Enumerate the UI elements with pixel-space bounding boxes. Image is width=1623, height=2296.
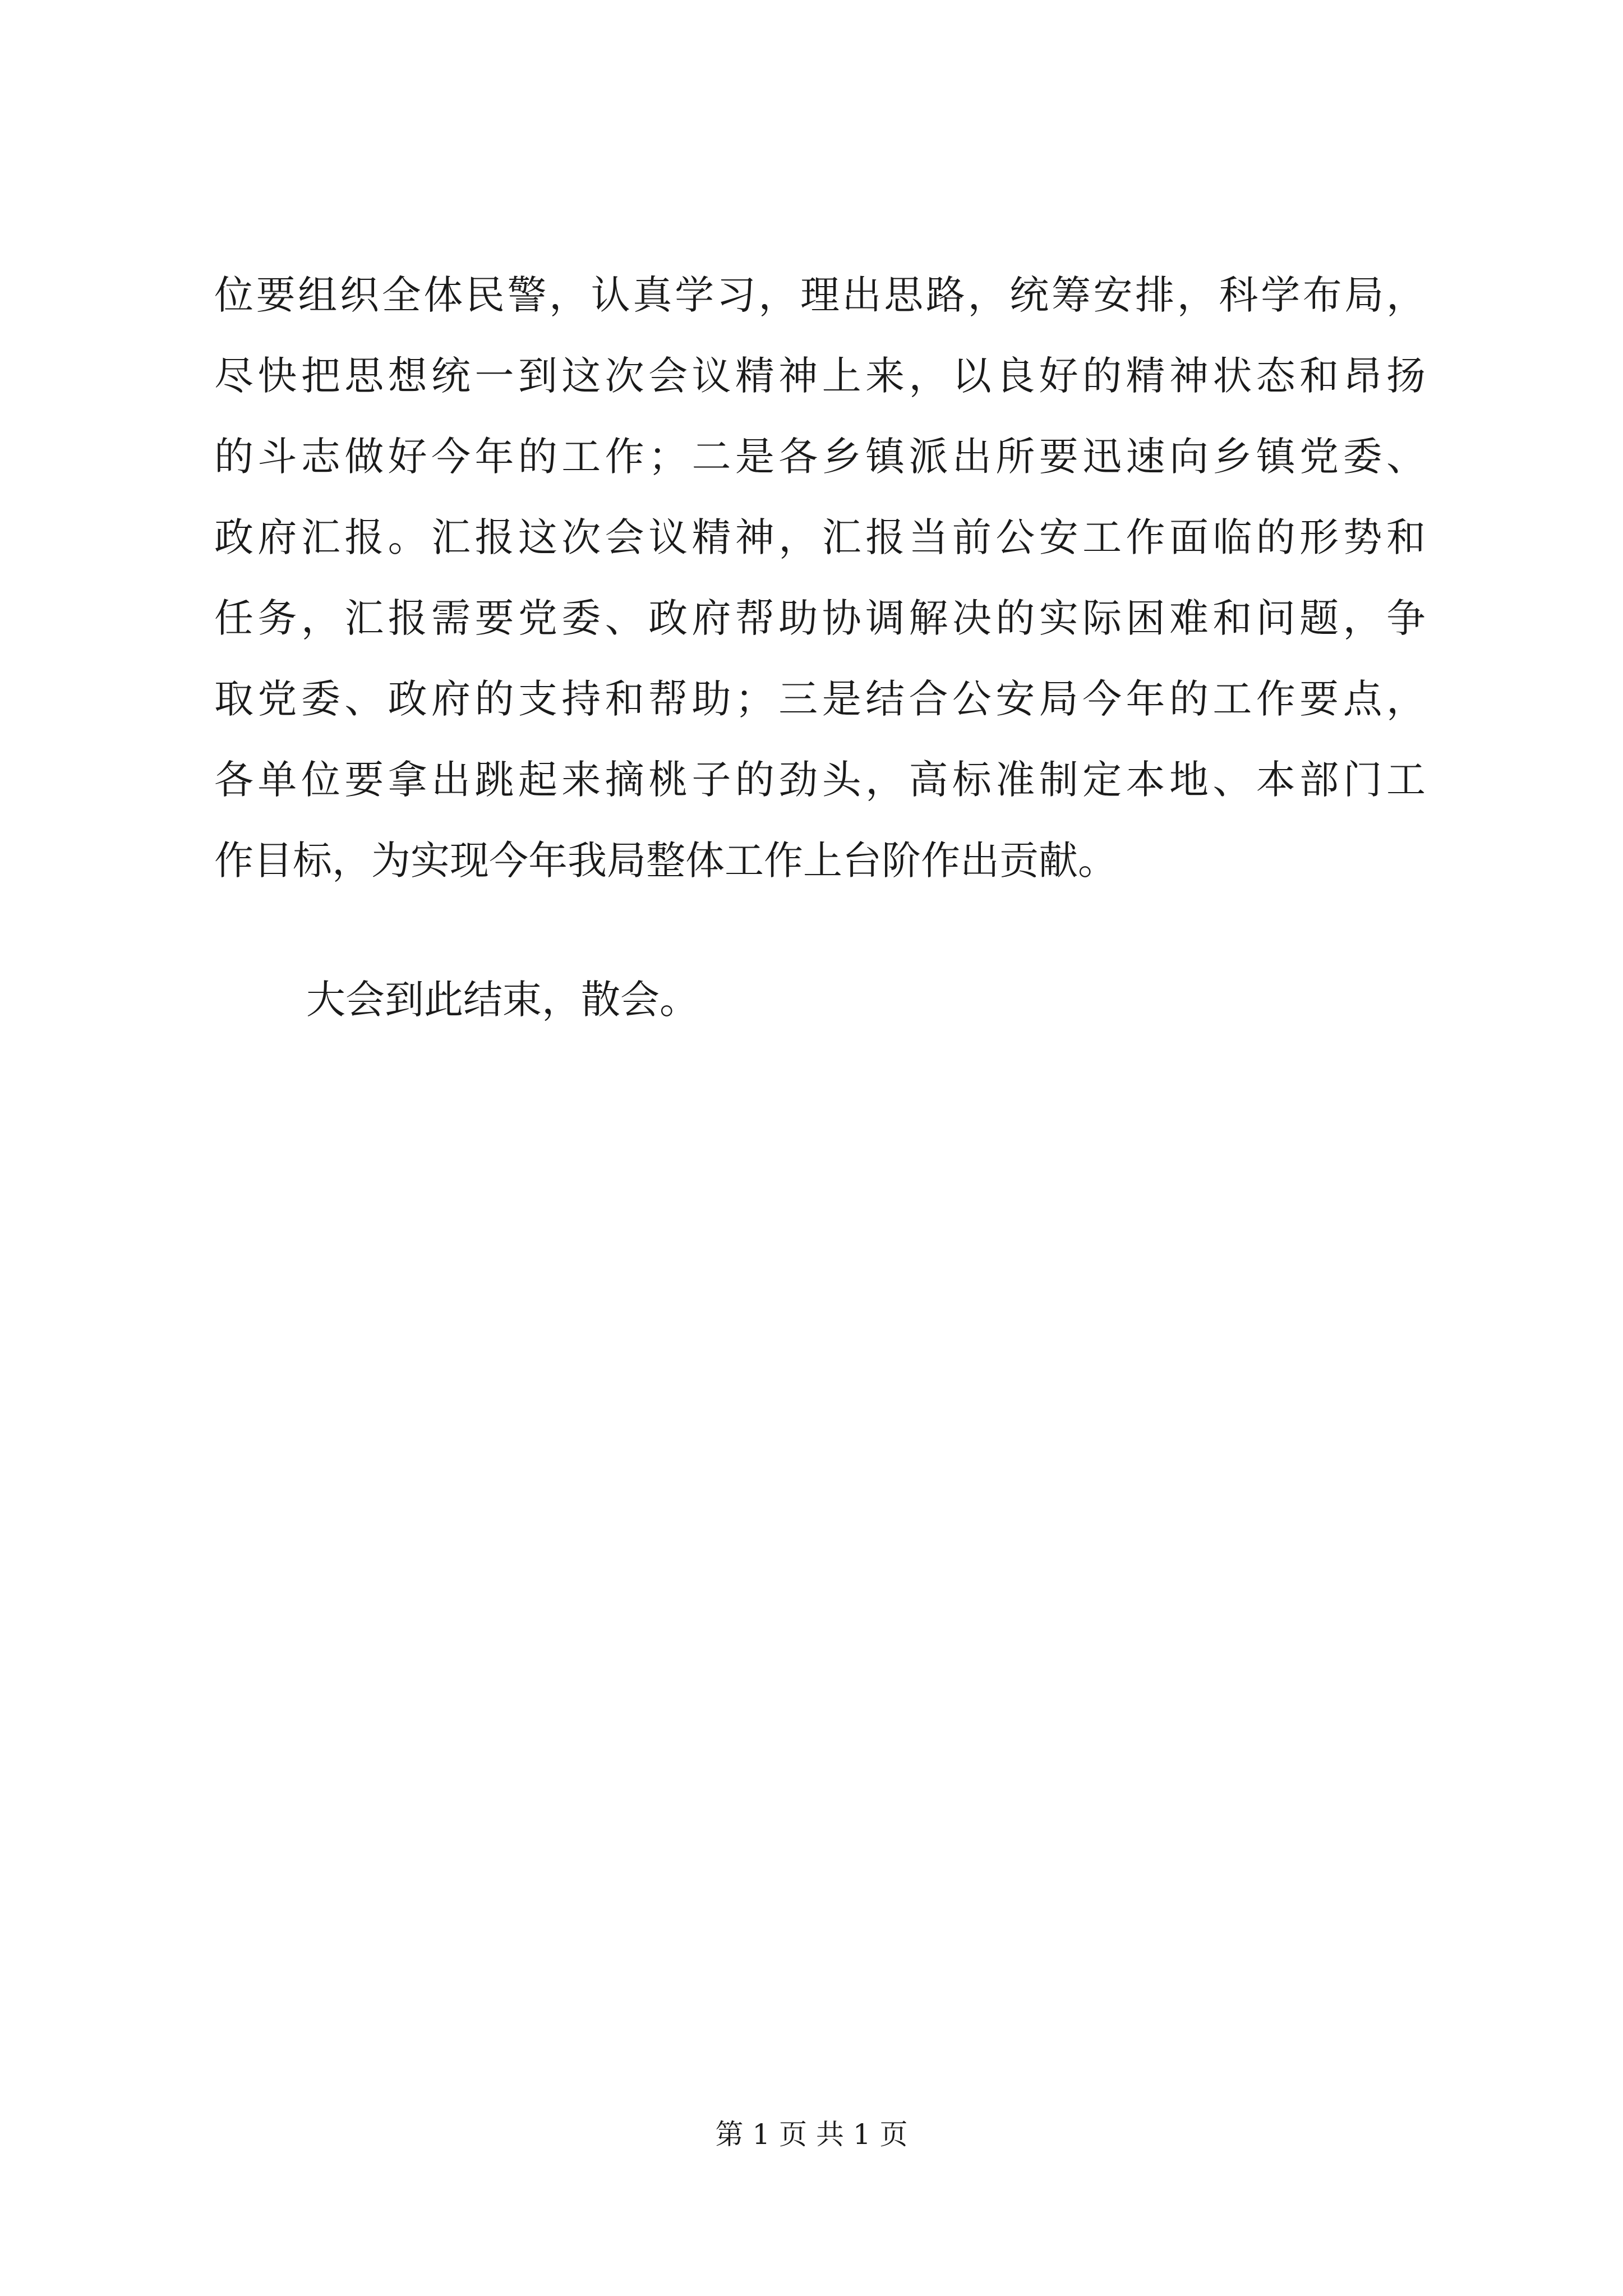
paragraph-line-last: 作目标，为实现今年我局整体工作上台阶作出贡献。 bbox=[214, 838, 1117, 884]
page-footer: 第 1 页 共 1 页 bbox=[715, 2118, 908, 2151]
paragraph-line: 政府汇报。汇报这次会议精神，汇报当前公安工作面临的形势和 bbox=[214, 514, 1426, 560]
paragraph-line: 取党委、政府的支持和帮助；三是结合公安局今年的工作要点， bbox=[214, 676, 1426, 722]
paragraph-line: 尽快把思想统一到这次会议精神上来，以良好的精神状态和昂扬 bbox=[214, 353, 1426, 399]
closing-paragraph: 大会到此结束，散会。 bbox=[306, 977, 699, 1023]
paragraph-line: 的斗志做好今年的工作；二是各乡镇派出所要迅速向乡镇党委、 bbox=[214, 434, 1426, 480]
body-paragraph bbox=[214, 255, 1426, 901]
paragraph-line: 任务，汇报需要党委、政府帮助协调解决的实际困难和问题，争 bbox=[214, 595, 1426, 641]
paragraph-line: 位要组织全体民警，认真学习，理出思路，统筹安排，科学布局， bbox=[214, 272, 1426, 318]
paragraph-line: 各单位要拿出跳起来摘桃子的劲头，高标准制定本地、本部门工 bbox=[214, 757, 1426, 803]
